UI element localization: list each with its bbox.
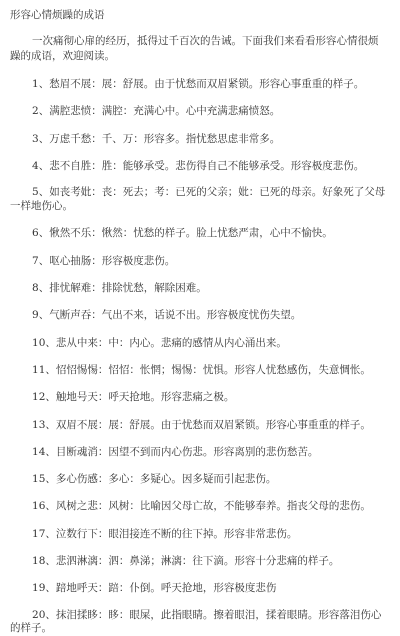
idiom-entry-12: 12、触地号天：呼天抢地。形容悲痛之极。 (32, 391, 235, 404)
idiom-entry-10: 10、悲从中来：中：内心。悲痛的感情从内心涌出来。 (32, 336, 287, 349)
idiom-entry-1: 1、愁眉不展：展：舒展。由于忧愁而双眉紧锁。形容心事重重的样子。 (32, 78, 365, 90)
idiom-entry-7: 7、呕心抽肠：形容极度悲伤。 (32, 254, 176, 267)
idiom-entry-6: 6、愀然不乐：愀然：忧愁的样子。脸上忧愁严肃，心中不愉快。 (32, 227, 333, 240)
idiom-entry-19: 19、踣地呼天：踣：仆倒。呼天抢地，形容极度悲伤 (32, 582, 277, 595)
idiom-list (10, 77, 386, 636)
idiom-entry-17: 17、泣数行下：眼泪接连不断的往下掉。形容非常悲伤。 (32, 527, 298, 540)
idiom-entry-3: 3、万虑千愁：千、万：形容多。指忧愁思虑非常多。 (32, 132, 281, 145)
idiom-entry-2: 2、满腔悲愤：满腔：充满心中。心中充满悲痛愤怒。 (32, 105, 281, 118)
idiom-entry-13: 13、双眉不展：展：舒展。由于忧愁而双眉紧锁。形容心事重重的样子。 (32, 418, 371, 431)
document-title: 形容心情烦躁的成语 (10, 9, 105, 21)
idiom-entry-9: 9、气断声吞：气出不来，话说不出。形容极度忧伤失望。 (32, 309, 302, 322)
idiom-entry-11: 11、怊怊惕惕：怊怊：怅惘；惕惕：忧惧。形容人忧愁感伤，失意惆怅。 (32, 363, 371, 376)
idiom-entry-18: 18、悲泗淋漓：泗：鼻涕；淋漓：往下滴。形容十分悲痛的样子。 (32, 555, 340, 568)
idiom-entry-5: 5、如丧考妣：丧：死去；考：已死的父亲；妣：已死的母亲。好象死了父母一样地伤心。 (10, 186, 386, 212)
idiom-entry-20: 20、抹泪揉眵：眵：眼屎，此指眼睛。擦着眼泪，揉着眼睛。形容落泪伤心的样子。 (10, 608, 382, 635)
idiom-entry-15: 15、多心伤感：多心：多疑心。因多疑而引起悲伤。 (32, 473, 277, 486)
idiom-entry-14: 14、目断魂消：因望不到而内心伤悲。形容离别的悲伤愁苦。 (32, 445, 319, 458)
idiom-entry-8: 8、排忧解难：排除忧愁，解除困难。 (32, 282, 207, 295)
idiom-entry-4: 4、悲不自胜：胜：能够承受。悲伤得自己不能够承受。形容极度悲伤。 (32, 159, 365, 172)
idiom-entry-16: 16、风树之悲：风树：比喻因父母亡故，不能够奉养。指丧父母的悲伤。 (32, 500, 371, 513)
intro-paragraph: 一次痛彻心扉的经历，抵得过千百次的告诫。下面我们来看看形容心情很烦躁的成语，欢迎阅读。 (10, 35, 379, 62)
